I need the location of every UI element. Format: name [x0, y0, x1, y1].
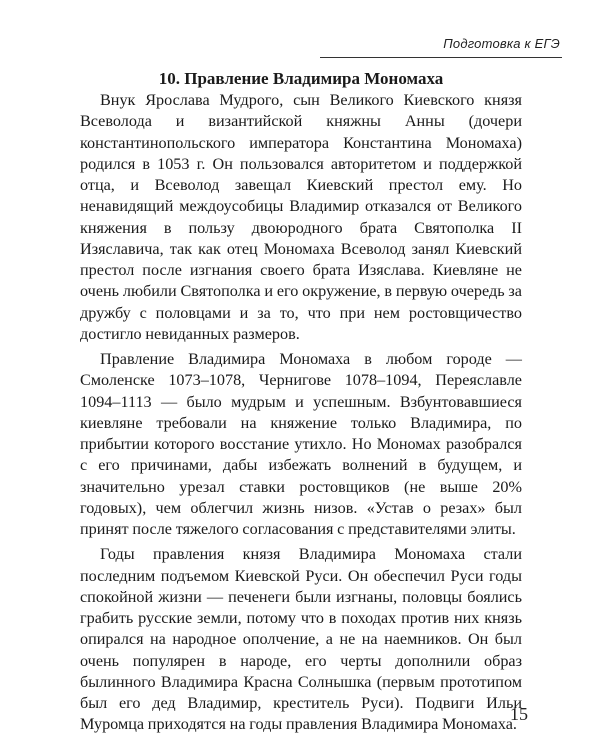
- page-number: 15: [510, 704, 528, 724]
- section-title: 10. Правление Владимира Мономаха: [158, 69, 444, 88]
- section-content: [80, 68, 522, 740]
- header-rule: [320, 57, 562, 58]
- paragraph-1: Внук Ярослава Мудрого, сын Великого Киевского князя Всеволода и византийской княжны Анны (дочери константинопольского императора Константина Мономаха) родился в 1053 г. Он пользовался авторитетом и поддержкой отца, и Всеволод завещал Киевский престол ему. Но ненавидящий междоусобицы Владимир отказался от Великого княжения в пользу двоюродного брата Святополка II Изяславича, так как отец Мономаха Всеволод занял Киевский престол после изгнания своего брата Изяслава. Киевляне не очень любили Святополка и его окружение, в первую очередь за дружбу с половцами и за то, что при нем ростовщичество достигло невиданных размеров.: [80, 91, 522, 343]
- paragraph-3: Годы правления князя Владимира Мономаха стали последним подъемом Киевской Руси. Он обеспечил Руси годы спокойной жизни — печенеги были изгнаны, половцы боялись грабить русские земли, потому что в походах против них князь опирался на народное ополчение, а не на наемников. Он был очень популярен в народе, его черты дополнили образ былинного Владимира Красна Солнышка (первым прототипом был его дед Владимир, креститель Руси). Подвиги Ильи Муромца приходятся на годы правления Владимира Мономаха.: [80, 545, 522, 734]
- paragraph-2: Правление Владимира Мономаха в любом городе — Смоленске 1073–1078, Чернигове 1078–1094, Переяславле 1094–1113 — было мудрым и успешным. Взбунтовавшиеся киевляне требовали на княжение только Владимира, по прибытии которого восстание утихло. Но Мономах разобрался с его причинами, дабы избежать волнений в будущем, и значительно урезал ставки ростовщиков (не выше 20% годовых), чем облегчил жизнь низов. «Устав о резах» был принят после тяжелого согласования с представителями элиты.: [80, 350, 522, 538]
- running-header: Подготовка к ЕГЭ: [443, 36, 560, 51]
